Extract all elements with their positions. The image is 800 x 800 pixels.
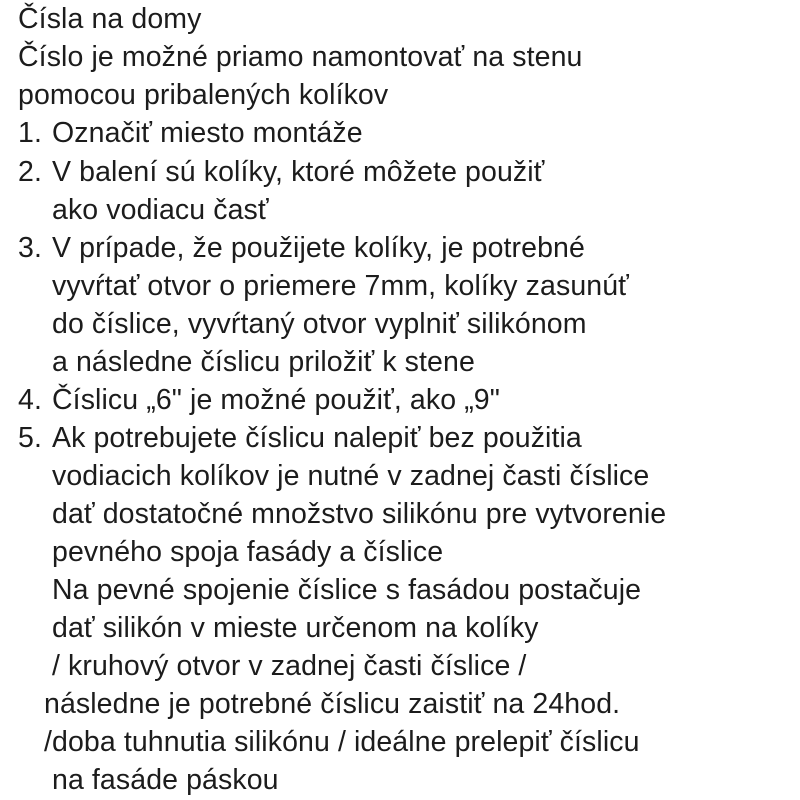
step-text: do číslice, vyvŕtaný otvor vyplniť silikónom	[52, 308, 587, 340]
step-text: vyvŕtať otvor o priemere 7mm, kolíky zasunúť	[52, 270, 629, 302]
step-text: pevného spoja fasády a číslice	[52, 536, 444, 568]
step-text: vodiacich kolíkov je nutné v zadnej časti číslice	[52, 460, 650, 492]
step-text: a následne číslicu priložiť k stene	[52, 346, 475, 378]
intro-line: Číslo je možné priamo namontovať na stenu	[18, 41, 583, 73]
step-number: 5.	[18, 422, 42, 454]
intro-line: pomocou pribalených kolíkov	[18, 79, 389, 111]
note-line: / kruhový otvor v zadnej časti číslice /	[52, 650, 527, 682]
step-text: ako vodiacu časť	[52, 194, 269, 226]
step-text: Označiť miesto montáže	[52, 117, 363, 149]
step-text: V balení sú kolíky, ktoré môžete použiť	[52, 156, 545, 188]
document-title: Čísla na domy	[18, 3, 202, 35]
step-text: V prípade, že použijete kolíky, je potrebné	[52, 232, 585, 264]
note-line: dať silikón v mieste určenom na kolíky	[52, 612, 539, 644]
step-text: Číslicu „6" je možné použiť, ako „9"	[52, 384, 500, 416]
step-number: 2.	[18, 156, 42, 188]
note-line: následne je potrebné číslicu zaistiť na 24hod.	[44, 688, 621, 720]
note-line: /doba tuhnutia silikónu / ideálne prelepiť číslicu	[44, 726, 640, 758]
step-number: 1.	[18, 117, 42, 149]
step-text: dať dostatočné množstvo silikónu pre vytvorenie	[52, 498, 667, 530]
note-line: Na pevné spojenie číslice s fasádou postačuje	[52, 574, 642, 606]
note-line: na fasáde páskou	[52, 764, 279, 796]
step-number: 4.	[18, 384, 42, 416]
step-text: Ak potrebujete číslicu nalepiť bez použitia	[52, 422, 582, 454]
step-number: 3.	[18, 232, 42, 264]
